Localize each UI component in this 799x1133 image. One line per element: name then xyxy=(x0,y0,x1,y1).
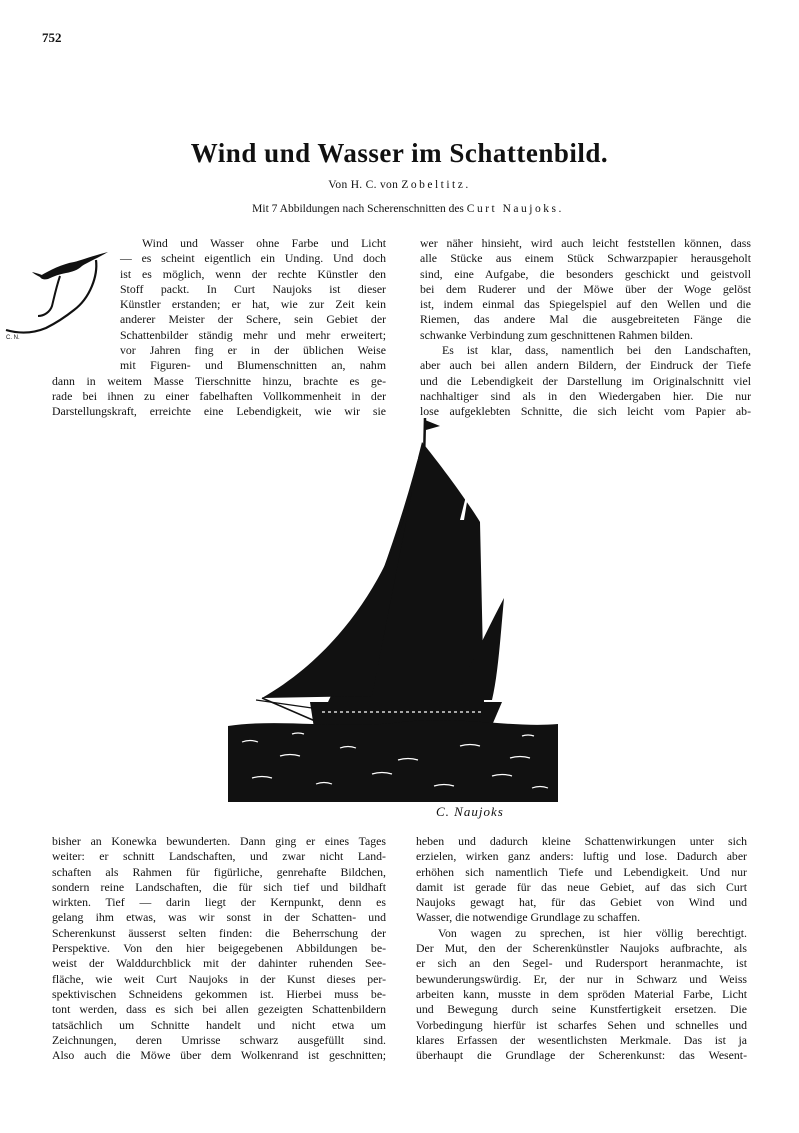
text-line: bisher an Konewka bewunderten. Dann ging er eines Tages xyxy=(52,834,386,848)
text-line: und Bewegung durch seine Kunstfertigkeit ersetzen. Die xyxy=(416,1002,747,1017)
text-line: arbeiten kann, musste in dem spröden Material Farbe, Licht xyxy=(416,986,747,1001)
gull-initials: C. N. xyxy=(6,335,20,341)
text-line: klares Erfassen der wesentlichsten Merkmale. Das ist ja xyxy=(416,1032,747,1047)
byline xyxy=(0,179,799,191)
text-line: Also auch die Möwe über dem Wolkenrand ist geschnitten; xyxy=(52,1048,386,1063)
text-line: erhöhen sich namentlich Tiefe und Lebendigkeit. Und nur xyxy=(416,864,747,879)
text-line: Naujoks gewagt hat, für das Gebiet von Wind und xyxy=(416,895,747,910)
text-column-top-right xyxy=(420,236,751,420)
text-line: weist der Walddurchblick mit der dahinter ruhenden See- xyxy=(52,956,386,971)
subtitle-prefix: Mit 7 Abbildungen nach Scherenschnitten des xyxy=(252,203,464,215)
text-line: Perspektive. Von den hier beigegebenen Abbildungen be- xyxy=(52,941,386,956)
text-line: nachhaltiger sind als in den Wiedergaben hier. Die nur xyxy=(420,388,751,403)
text-line: gelang ihm etwas, was wir sonst in der Schatten- und xyxy=(52,910,386,925)
sailboat-silhouette-figure xyxy=(222,412,562,824)
text-line: Wind und Wasser ohne Farbe und Licht xyxy=(142,236,386,250)
text-line: Vorbedingung hierfür ist scharfes Sehen und schnelles und xyxy=(416,1017,747,1032)
text-line: wer näher hinsieht, wird auch leicht feststellen können, dass xyxy=(420,236,751,250)
text-line: rade bei ihnen zu einer fabelhaften Vollkommenheit in der xyxy=(52,388,386,403)
text-line: schaften als Rahmen für figürliche, genrehafte Bildchen, xyxy=(52,864,386,879)
text-line: — es scheint eigentlich ein Unding. Und doch xyxy=(120,251,386,266)
text-line: spektivischen Schneidens gekommen ist. Hierbei muss be- xyxy=(52,986,386,1001)
text-line: ist, indem einmal das Spiegelspiel auf den Wellen und die xyxy=(420,297,751,312)
boat-signature: C. Naujoks xyxy=(436,804,504,819)
text-line: bewunderungswürdig. Er, der nur in Schwarz und Weiss xyxy=(416,971,747,986)
text-column-bottom-left xyxy=(52,834,386,1063)
page-number: 752 xyxy=(42,30,62,45)
text-line: ist es möglich, wenn der rechte Künstler den xyxy=(120,266,386,281)
text-line: Der Mut, den der Scherenkünstler Naujoks aufbrachte, als xyxy=(416,941,747,956)
text-line: Künstler erstanden; er hat, wie zur Zeit kein xyxy=(120,297,386,312)
text-line: tont werden, dass es sich bei allen gezeigten Schattenbildern xyxy=(52,1002,386,1017)
text-line: damit ist gerade für das neue Gebiet, auf das sich Curt xyxy=(416,879,747,894)
text-line: schwanke Verbindung zum geschnittenen Rahmen bilden. xyxy=(420,327,694,342)
text-line: erzielen, wirken ganz anders: luftig und lose. Dadurch aber xyxy=(416,849,747,864)
text-line: alle Stücke aus einem Stück Schwarzpapier herausgeholt xyxy=(420,251,751,266)
text-line: dann in weitem Masse Tierschnitte hinzu, brachte es ge- xyxy=(52,373,386,388)
text-line: weiter: er schnitt Landschaften, und zwar nicht Land- xyxy=(52,849,386,864)
text-line: Es ist klar, dass, namentlich bei den Landschaften, xyxy=(442,343,751,358)
text-line: lose aufgeklebten Schnitte, die sich leicht vom Papier ab- xyxy=(420,404,751,419)
artist-name: Curt Naujoks. xyxy=(466,203,564,215)
text-line: er sich an den Segel- und Rudersport heranmachte, ist xyxy=(416,956,747,971)
text-line: Schattenbilder ständig mehr und mehr erweitert; xyxy=(120,327,386,342)
text-column-bottom-right xyxy=(416,834,747,1063)
text-line: sondern reine Landschaften, die für sich tief und bildhaft xyxy=(52,879,386,894)
text-line: tatsächlich um Schnitte handelt und nicht etwa um xyxy=(52,1017,386,1032)
byline-prefix: Von H. C. von xyxy=(328,179,399,191)
author-name: Zobeltitz. xyxy=(401,179,471,191)
text-line: heben und dadurch kleine Schattenwirkungen unter sich xyxy=(416,834,747,848)
text-line: Scherenkunst äusserst selten finden: die Beherrschung der xyxy=(52,925,386,940)
text-line: vor Jahren fing er in der üblichen Weise xyxy=(120,343,386,358)
text-line: Wasser, die notwendige Grundlage zu schaffen. xyxy=(416,910,641,925)
text-line: Riemen, das andere Mal die ausgebreiteten Fänge die xyxy=(420,312,751,327)
text-line: Stoff packt. In Curt Naujoks ist dieser xyxy=(120,281,386,296)
text-column-top-left-indented xyxy=(120,236,386,374)
text-line: mit Figuren- und Blumenschnitten an, nahm xyxy=(120,358,386,373)
text-line: Zeichnungen, deren Umrisse schwarz ausgefüllt sind. xyxy=(52,1032,386,1047)
text-line: wirkten. Tief — darin liegt der Kernpunkt, denn es xyxy=(52,895,386,910)
article-title: Wind und Wasser im Schattenbild. xyxy=(190,138,609,168)
text-line: überhaupt die Grundlage der Scherenkunst: das Wesent- xyxy=(416,1048,747,1063)
text-line: Darstellungskraft, erreichte eine Lebendigkeit, wie wir sie xyxy=(52,404,386,419)
subtitle xyxy=(0,203,799,215)
text-line: sind, eine Aufgabe, die besonders geschickt und geistvoll xyxy=(420,266,751,281)
text-line: und die Lebendigkeit der Darstellung im Originalschnitt viel xyxy=(420,373,751,388)
text-line: anderer Meister der Schere, sein Gebiet der xyxy=(120,312,386,327)
text-line: fläche, wie weit Curt Naujoks in der Kunst dieses per- xyxy=(52,971,386,986)
seagull-silhouette-figure xyxy=(2,246,112,341)
text-line: Von wagen zu sprechen, ist hier völlig berechtigt. xyxy=(438,925,747,940)
text-line: aber auch bei allen andern Bildern, der Eindruck der Tiefe xyxy=(420,358,751,373)
text-line: bei dem Ruderer und der Möwe über der Woge gelöst xyxy=(420,281,751,296)
